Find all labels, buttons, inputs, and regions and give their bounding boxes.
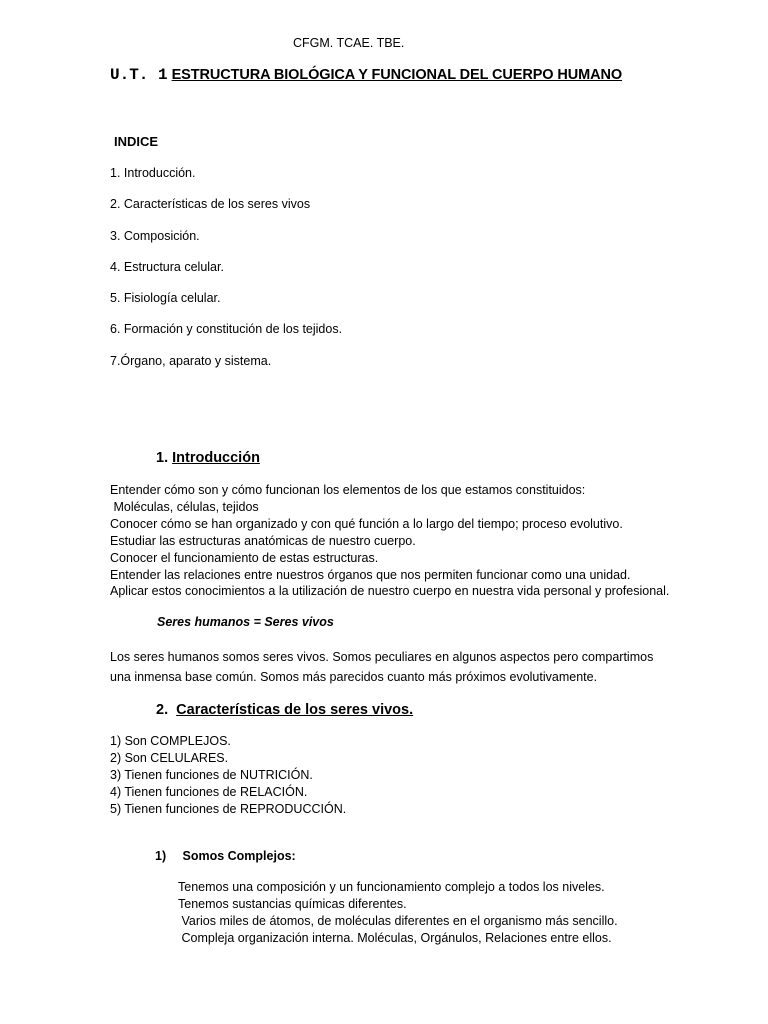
subsection-title: Somos Complejos: — [182, 849, 296, 863]
body-line: Tenemos una composición y un funcionamiento complejo a todos los niveles. — [178, 880, 605, 894]
section-number: 1. — [156, 450, 169, 466]
subsection-number: 1) — [155, 849, 167, 863]
index-heading: INDICE — [114, 134, 159, 149]
body-line: Estudiar las estructuras anatómicas de nuestro cuerpo. — [110, 533, 416, 548]
document-header: CFGM. TCAE. TBE. — [293, 36, 405, 50]
index-item: 6. Formación y constitución de los tejidos. — [110, 322, 343, 336]
body-line: Conocer el funcionamiento de estas estructuras. — [110, 550, 379, 565]
body-line: Tenemos sustancias químicas diferentes. — [178, 897, 407, 911]
section-1-paragraph — [110, 647, 653, 687]
index-item: 5. Fisiología celular. — [110, 291, 221, 305]
body-line: Entender las relaciones entre nuestros órganos que nos permiten funcionar como una unidad. — [110, 567, 631, 582]
document-title — [110, 66, 622, 84]
body-line: una inmensa base común. Somos más parecidos cuanto más próximos evolutivamente. — [110, 670, 598, 684]
section-number: 2. — [156, 702, 169, 718]
unit-code: U.T. 1 — [110, 66, 168, 84]
body-line: Moléculas, células, tejidos — [110, 499, 259, 514]
list-item: 4) Tienen funciones de RELACIÓN. — [110, 784, 308, 799]
index-item: 1. Introducción. — [110, 166, 196, 180]
body-line: Aplicar estos conocimientos a la utilización de nuestro cuerpo en nuestra vida personal y profesional. — [110, 584, 670, 599]
section-1-subtitle: Seres humanos = Seres vivos — [157, 615, 334, 629]
characteristics-list — [110, 733, 346, 818]
section-title: Introducción — [172, 450, 260, 466]
index-item: 7.Órgano, aparato y sistema. — [110, 354, 272, 368]
subsection-heading — [155, 849, 296, 863]
subsection-body — [178, 879, 618, 947]
list-item: 3) Tienen funciones de NUTRICIÓN. — [110, 767, 313, 782]
index-item: 4. Estructura celular. — [110, 260, 224, 274]
list-item: 2) Son CELULARES. — [110, 750, 229, 765]
body-line: Conocer cómo se han organizado y con qué función a lo largo del tiempo; proceso evolutivo. — [110, 516, 623, 531]
section-title: Características de los seres vivos. — [176, 702, 414, 718]
section-1-heading — [156, 450, 260, 466]
index-item: 3. Composición. — [110, 229, 200, 243]
unit-title: ESTRUCTURA BIOLÓGICA Y FUNCIONAL DEL CUERPO HUMANO — [171, 67, 623, 83]
body-line: Varios miles de átomos, de moléculas diferentes en el organismo más sencillo. — [178, 914, 618, 928]
body-line: Entender cómo son y cómo funcionan los elementos de los que estamos constituidos: — [110, 483, 586, 497]
body-line: Compleja organización interna. Moléculas, Orgánulos, Relaciones entre ellos. — [178, 931, 612, 945]
index-item: 2. Características de los seres vivos — [110, 197, 311, 211]
list-item: 5) Tienen funciones de REPRODUCCIÓN. — [110, 801, 347, 816]
section-1-body — [110, 482, 669, 600]
list-item: 1) Son COMPLEJOS. — [110, 734, 231, 748]
body-line: Los seres humanos somos seres vivos. Somos peculiares en algunos aspectos pero compartimos — [110, 650, 654, 664]
section-2-heading — [156, 702, 413, 718]
